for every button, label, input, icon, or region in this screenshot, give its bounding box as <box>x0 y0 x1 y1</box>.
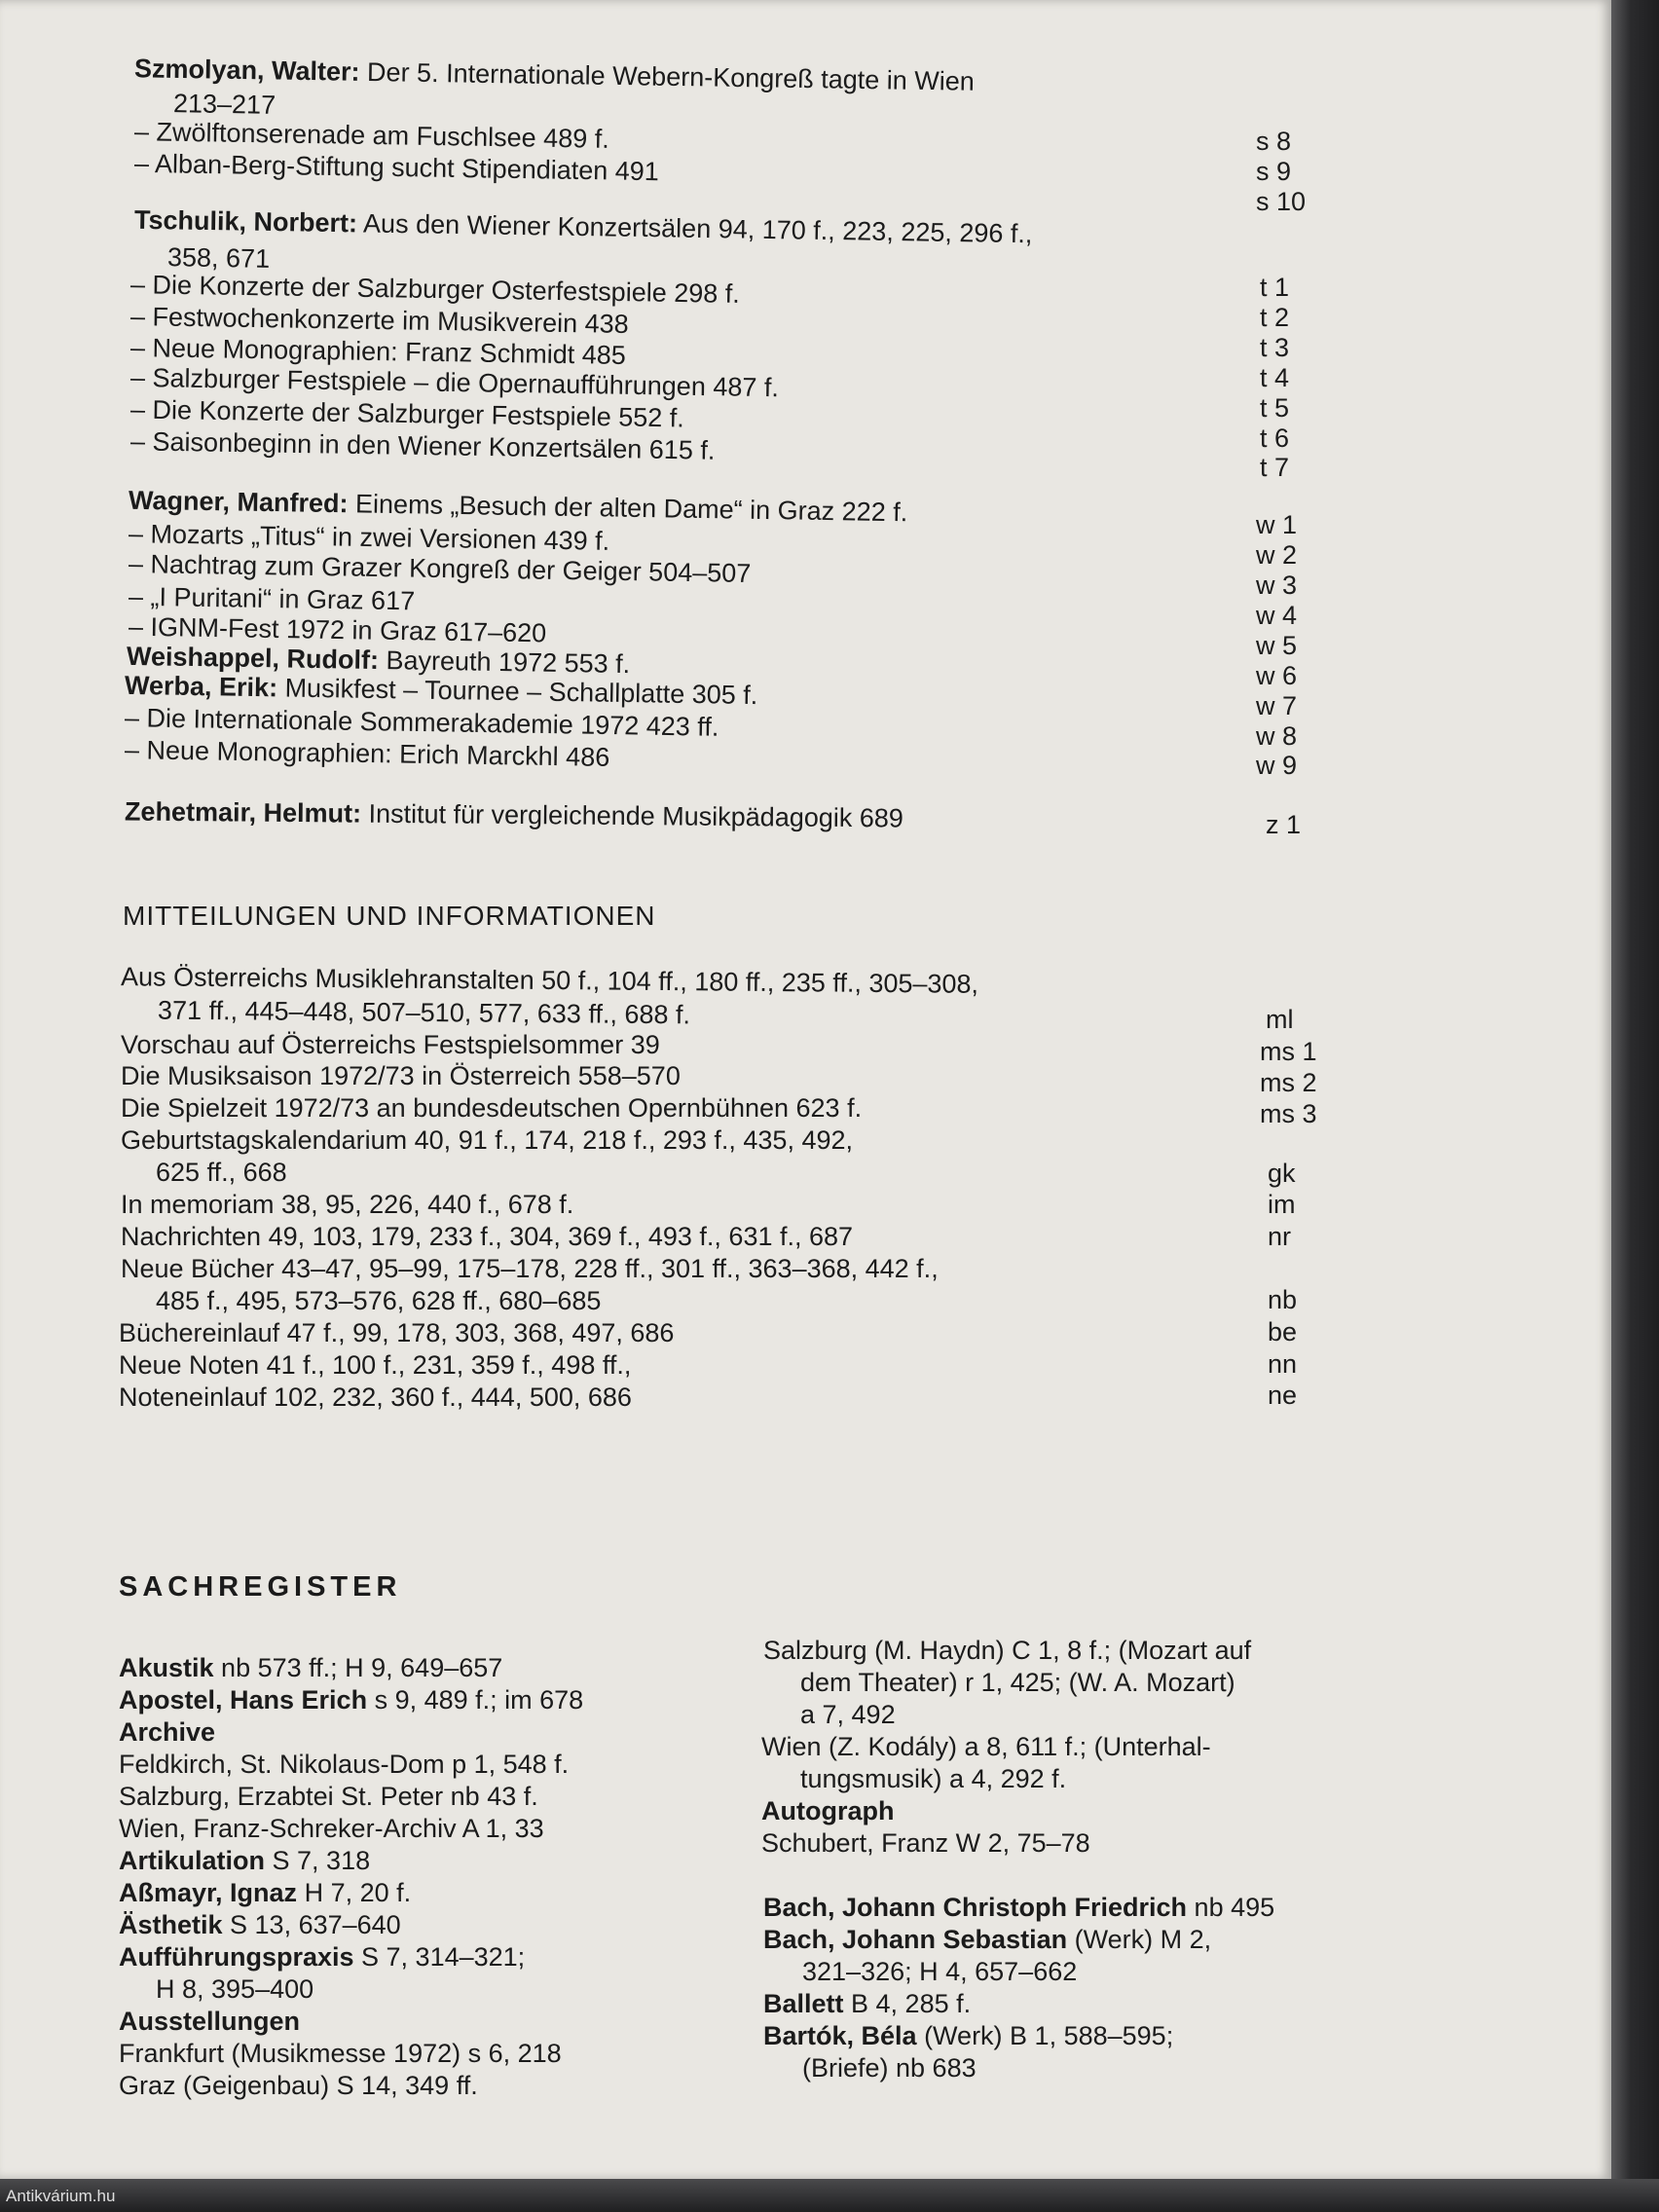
mitteilungen-code: nb <box>1268 1285 1298 1314</box>
sach-entry: Graz (Geigenbau) S 14, 349 ff. <box>119 2071 478 2100</box>
author-code: w 4 <box>1256 601 1298 630</box>
author-code: z 1 <box>1266 810 1302 839</box>
author-code: w 6 <box>1256 661 1298 690</box>
author-code: t 5 <box>1260 393 1290 423</box>
sach-entry: Salzburg, Erzabtei St. Peter nb 43 f. <box>119 1782 538 1811</box>
sach-entry: dem Theater) r 1, 425; (W. A. Mozart) <box>800 1668 1235 1697</box>
mitteilungen-entry: Aus Österreichs Musiklehranstalten 50 f., 104 ff., 180 ff., 235 ff., 305–308, <box>120 962 979 999</box>
mitteilungen-code: ms 1 <box>1260 1037 1317 1066</box>
sach-entry: Bartók, Béla (Werk) B 1, 588–595; <box>763 2021 1174 2050</box>
mitteilungen-code: ms 2 <box>1260 1068 1317 1097</box>
sach-entry: Wien, Franz-Schreker-Archiv A 1, 33 <box>119 1814 544 1843</box>
mitteilungen-code: gk <box>1268 1159 1296 1188</box>
mitteilungen-entry: 371 ff., 445–448, 507–510, 577, 633 ff., 688 f. <box>157 995 691 1030</box>
author-entry: – Die Konzerte der Salzburger Festspiele 552 f. <box>129 394 685 433</box>
sach-entry: (Briefe) nb 683 <box>802 2053 977 2083</box>
author-entry: Zehetmair, Helmut: Institut für vergleichende Musikpädagogik 689 <box>124 796 904 833</box>
sach-entry: Frankfurt (Musikmesse 1972) s 6, 218 <box>119 2039 562 2068</box>
author-code: w 1 <box>1256 510 1298 539</box>
author-code: t 3 <box>1260 333 1290 362</box>
sach-entry: Apostel, Hans Erich s 9, 489 f.; im 678 <box>119 1685 584 1714</box>
sach-entry: Feldkirch, St. Nikolaus-Dom p 1, 548 f. <box>119 1750 570 1779</box>
author-entry: Werba, Erik: Musikfest – Tournee – Schallplatte 305 f. <box>124 670 758 711</box>
mitteilungen-code: nr <box>1268 1222 1292 1251</box>
mitteilungen-entry: Vorschau auf Österreichs Festspielsommer 39 <box>121 1030 660 1059</box>
author-code: t 7 <box>1260 453 1290 482</box>
author-code: w 2 <box>1256 540 1298 570</box>
mitteilungen-code: ms 3 <box>1260 1099 1317 1128</box>
author-entry: – Zwölftonserenade am Fuschlsee 489 f. <box>133 117 609 154</box>
mitteilungen-entry: Noteneinlauf 102, 232, 360 f., 444, 500, 686 <box>119 1382 632 1412</box>
author-code: s 10 <box>1256 187 1307 216</box>
mitteilungen-entry: Die Spielzeit 1972/73 an bundesdeutschen Opernbühnen 623 f. <box>121 1093 863 1123</box>
sach-entry: Akustik nb 573 ff.; H 9, 649–657 <box>119 1653 503 1682</box>
book-bottom-edge <box>0 2179 1659 2212</box>
author-entry: – Salzburger Festspiele – die Opernaufführungen 487 f. <box>129 362 780 403</box>
mitteilungen-heading: MITTEILUNGEN UND INFORMATIONEN <box>123 901 656 931</box>
author-code: t 1 <box>1260 273 1290 302</box>
author-entry: 213–217 <box>172 89 276 120</box>
sach-entry: H 8, 395–400 <box>156 1974 314 2004</box>
mitteilungen-entry: 485 f., 495, 573–576, 628 ff., 680–685 <box>156 1286 602 1315</box>
sach-entry: Archive <box>119 1717 216 1747</box>
author-entry: Wagner, Manfred: Einems „Besuch der alten Dame“ in Graz 222 f. <box>128 485 908 528</box>
mitteilungen-entry: In memoriam 38, 95, 226, 440 f., 678 f. <box>121 1190 574 1219</box>
sach-entry: a 7, 492 <box>800 1700 896 1729</box>
author-entry: Weishappel, Rudolf: Bayreuth 1972 553 f. <box>126 641 631 680</box>
watermark: Antikvárium.hu <box>6 2187 116 2205</box>
book-binding <box>1611 0 1659 2212</box>
author-code: w 5 <box>1256 631 1298 660</box>
author-code: w 3 <box>1256 571 1298 600</box>
sach-entry: Ballett B 4, 285 f. <box>763 1989 972 2018</box>
mitteilungen-entry: 625 ff., 668 <box>156 1158 287 1187</box>
author-entry: – Neue Monographien: Erich Marckhl 486 <box>124 735 610 772</box>
author-code: w 8 <box>1256 721 1298 751</box>
sach-entry: Artikulation S 7, 318 <box>119 1846 371 1875</box>
sach-entry: Bach, Johann Christoph Friedrich nb 495 <box>763 1893 1275 1922</box>
author-entry: – Festwochenkonzerte im Musikverein 438 <box>129 301 629 340</box>
author-code: w 7 <box>1256 691 1298 720</box>
author-entry: – Neue Monographien: Franz Schmidt 485 <box>129 333 627 370</box>
mitteilungen-entry: Büchereinlauf 47 f., 99, 178, 303, 368, 497, 686 <box>119 1318 675 1347</box>
author-code: t 6 <box>1260 424 1290 453</box>
author-entry: – Die Konzerte der Salzburger Osterfestspiele 298 f. <box>129 270 741 309</box>
sach-entry: Wien (Z. Kodály) a 8, 611 f.; (Unterhal- <box>761 1732 1211 1761</box>
author-entry: – „I Puritani“ in Graz 617 <box>128 581 416 616</box>
author-code: s 8 <box>1256 127 1292 156</box>
sachregister-heading: SACHREGISTER <box>119 1571 402 1603</box>
author-code: t 4 <box>1260 363 1290 392</box>
author-code: w 9 <box>1256 751 1298 780</box>
mitteilungen-code: ml <box>1266 1005 1294 1034</box>
author-code: s 9 <box>1256 157 1292 186</box>
sach-entry: Ausstellungen <box>119 2007 301 2036</box>
author-entry: 358, 671 <box>166 242 271 274</box>
mitteilungen-entry: Die Musiksaison 1972/73 in Österreich 558–570 <box>121 1061 681 1090</box>
sach-entry: Aßmayr, Ignaz H 7, 20 f. <box>119 1878 412 1907</box>
sach-entry: Salzburg (M. Haydn) C 1, 8 f.; (Mozart auf <box>763 1636 1252 1665</box>
author-entry: – Nachtrag zum Grazer Kongreß der Geiger 504–507 <box>128 548 752 589</box>
mitteilungen-entry: Neue Noten 41 f., 100 f., 231, 359 f., 498 ff., <box>119 1350 632 1380</box>
sach-entry: tungsmusik) a 4, 292 f. <box>800 1764 1067 1793</box>
author-entry: – Saisonbeginn in den Wiener Konzertsälen 615 f. <box>129 426 716 465</box>
mitteilungen-entry: Nachrichten 49, 103, 179, 233 f., 304, 369 f., 493 f., 631 f., 687 <box>121 1222 854 1251</box>
sach-entry: 321–326; H 4, 657–662 <box>802 1957 1078 1986</box>
mitteilungen-code: im <box>1268 1190 1296 1219</box>
author-entry: Szmolyan, Walter: Der 5. Internationale Webern-Kongreß tagte in Wien <box>133 54 976 96</box>
mitteilungen-code: nn <box>1268 1349 1298 1379</box>
author-code: t 2 <box>1260 303 1290 332</box>
author-entry: – IGNM-Fest 1972 in Graz 617–620 <box>128 611 547 648</box>
sach-entry: Schubert, Franz W 2, 75–78 <box>761 1828 1090 1858</box>
mitteilungen-code: ne <box>1268 1381 1298 1410</box>
mitteilungen-entry: Geburtstagskalendarium 40, 91 f., 174, 218 f., 293 f., 435, 492, <box>121 1125 853 1155</box>
sach-entry: Ästhetik S 13, 637–640 <box>119 1910 401 1939</box>
author-entry: Tschulik, Norbert: Aus den Wiener Konzertsälen 94, 170 f., 223, 225, 296 f., <box>133 204 1033 249</box>
sach-entry: Bach, Johann Sebastian (Werk) M 2, <box>763 1925 1212 1954</box>
sach-entry: Autograph <box>761 1796 895 1825</box>
mitteilungen-code: be <box>1268 1317 1298 1346</box>
mitteilungen-entry: Neue Bücher 43–47, 95–99, 175–178, 228 ff., 301 ff., 363–368, 442 f., <box>121 1254 939 1283</box>
author-entry: – Die Internationale Sommerakademie 1972 423 ff. <box>124 703 719 742</box>
author-entry: – Alban-Berg-Stiftung sucht Stipendiaten 491 <box>133 148 660 187</box>
sach-entry: Aufführungspraxis S 7, 314–321; <box>119 1942 526 1972</box>
author-entry: – Mozarts „Titus“ in zwei Versionen 439 f. <box>128 519 610 556</box>
